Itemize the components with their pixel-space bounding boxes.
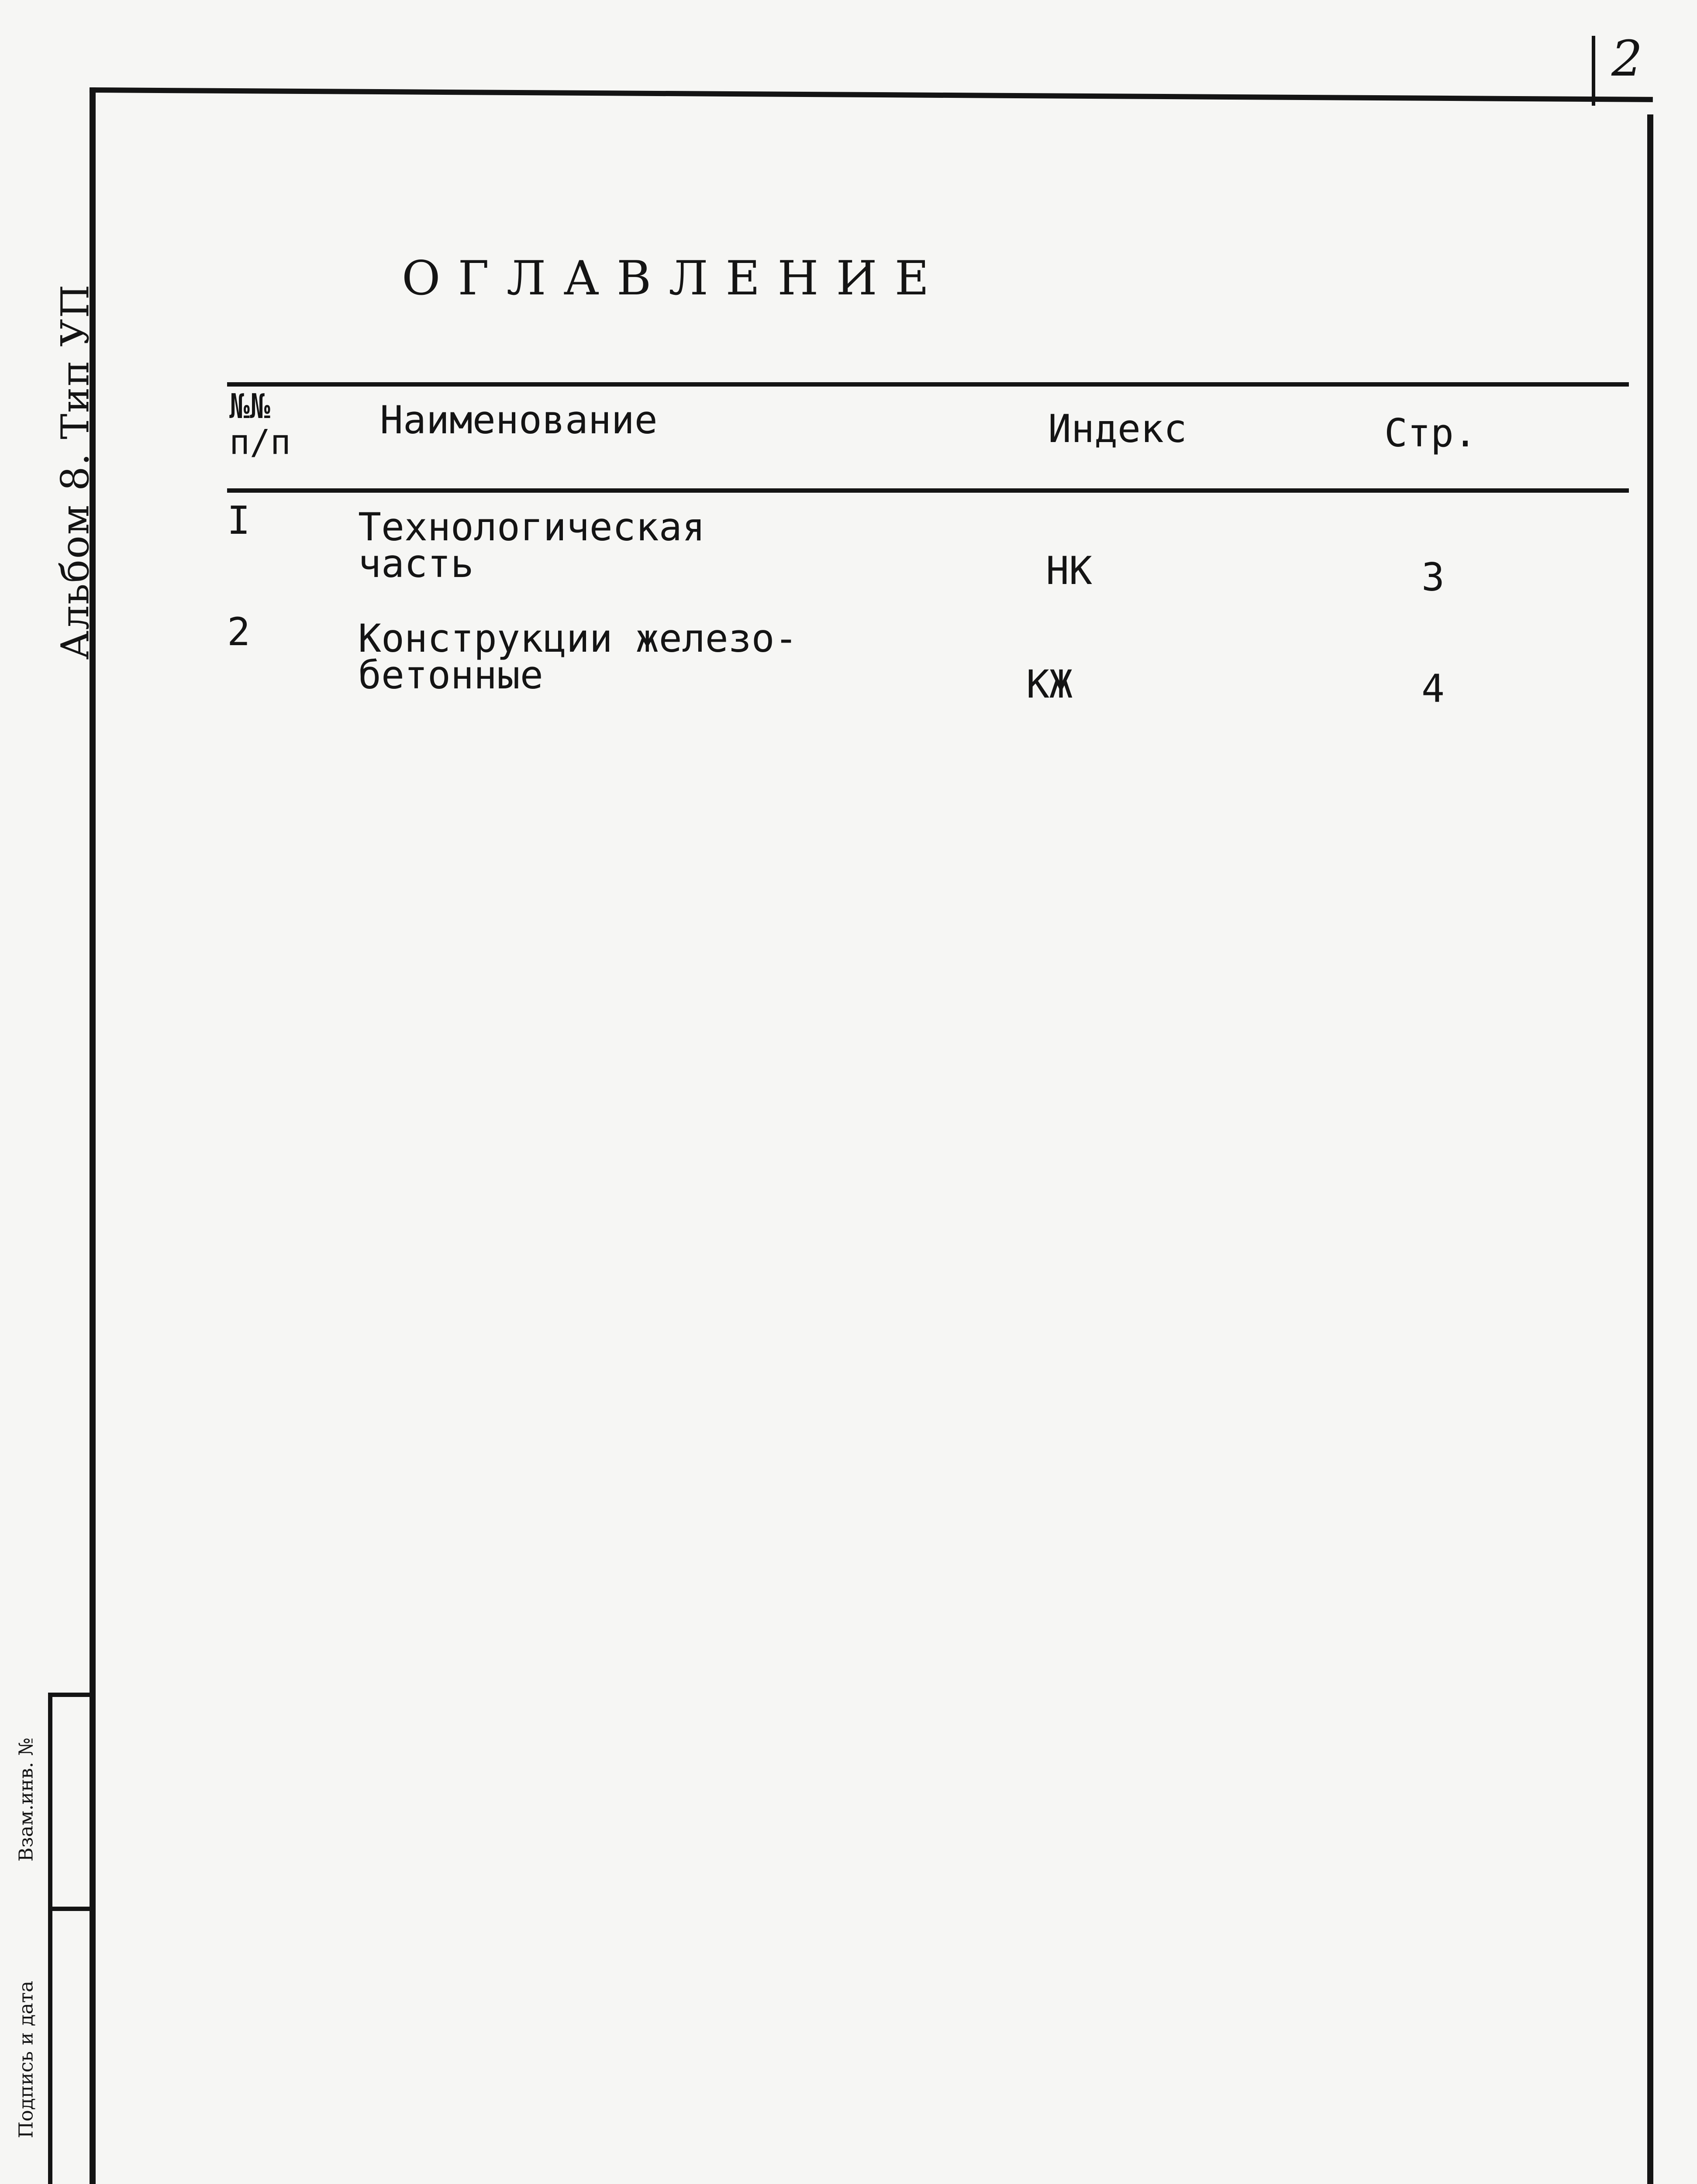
- table-row-page: 4: [1421, 666, 1445, 711]
- column-header-number: [229, 389, 291, 460]
- table-row-name-line: бетонные: [358, 653, 543, 698]
- table-top-rule: [227, 382, 1629, 387]
- table-row-number: 2: [227, 609, 250, 654]
- album-label: Альбом 8. Тип УП: [52, 283, 98, 660]
- column-header-index: Индекс: [1048, 406, 1187, 451]
- column-header-page: Стр.: [1384, 411, 1477, 456]
- frame-right-border: [1647, 114, 1653, 2184]
- frame-top-border: [90, 87, 1653, 102]
- page-number: 2: [1611, 31, 1643, 87]
- table-row-name-line: Технологическая: [358, 505, 705, 549]
- column-header-name: Наименование: [380, 397, 658, 442]
- contents-heading: ОГЛАВЛЕНИЕ: [402, 251, 947, 306]
- table-row-index: КЖ: [1026, 662, 1073, 707]
- stamp-field-signature-date: Подпись и дата: [15, 1980, 38, 2139]
- table-row-page: 3: [1421, 555, 1445, 600]
- stamp-divider: [48, 1907, 94, 1911]
- stamp-left-border: [48, 1693, 52, 2184]
- table-row-name-line: Конструкции железо-: [358, 616, 798, 661]
- table-row-name: [358, 505, 969, 586]
- stamp-field-replacement-inventory: Взам.инв. №: [15, 1738, 38, 1862]
- page-number-divider: [1592, 36, 1595, 106]
- table-row-name: [358, 616, 969, 698]
- table-header-rule: [227, 488, 1629, 493]
- column-header-number-line2: п/п: [229, 423, 291, 462]
- column-header-number-line1: №№: [229, 387, 270, 426]
- stamp-divider: [48, 1693, 94, 1697]
- table-row-name-line: часть: [358, 541, 474, 586]
- table-row-number: I: [227, 498, 250, 543]
- table-row-index: НК: [1046, 548, 1092, 593]
